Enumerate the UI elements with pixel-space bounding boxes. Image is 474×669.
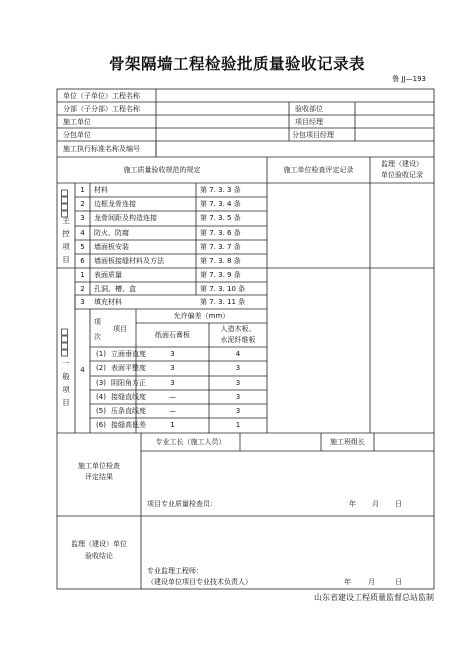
general-item-name: 表面质量 xyxy=(94,271,122,279)
tolerance-col-b-header-line1: 人造木板、 xyxy=(220,325,256,333)
inspector-label: 项目专业质量检查员： xyxy=(147,500,217,508)
main-control-label-2: 控 xyxy=(62,229,70,238)
subcontract-unit-label: 分包单位 xyxy=(63,131,91,139)
general-item-name: 孔洞、槽、盒 xyxy=(94,285,136,293)
deviation-row-name: 立面垂直度 xyxy=(111,350,146,358)
supervision-header-line1: 监理（建设） xyxy=(381,160,423,168)
construction-eval-header: 施工单位检查评定记录 xyxy=(283,166,354,174)
supervision-check-label-line1: 监理（建设）单位 xyxy=(71,540,127,548)
general-item-clause: 第 7. 3. 11 条 xyxy=(200,298,246,306)
main-item-clause: 第 7. 3. 6 条 xyxy=(200,229,241,237)
deviation-row-name: 压条直线度 xyxy=(111,407,146,415)
deviation-item-header: 项目 xyxy=(113,325,127,333)
foreman-label: 专业工长（施工人员） xyxy=(155,438,226,446)
general-item-clause: 第 7. 3. 9 条 xyxy=(200,271,241,279)
deviation-row-name: 阴阳角方正 xyxy=(111,379,146,387)
main-item-no: 1 xyxy=(80,186,85,194)
spec-column-header: 施工质量验收规范的规定 xyxy=(123,166,201,174)
construction-check-label-line2: 评定结果 xyxy=(85,473,113,481)
supervision-header-line2: 单位验收记录 xyxy=(381,171,423,179)
deviation-row-no: (6) xyxy=(96,421,106,429)
tolerance-header: 允许偏差（mm） xyxy=(173,312,230,320)
main-item-clause: 第 7. 3. 8 条 xyxy=(200,257,241,265)
deviation-row-b: 3 xyxy=(235,393,241,401)
main-control-label-1: 主 xyxy=(62,216,70,225)
general-item-name: 填充材料 xyxy=(94,298,122,306)
standard-label: 施工执行标准名称及编号 xyxy=(63,145,140,153)
main-item-clause: 第 7. 3. 4 条 xyxy=(200,200,241,208)
tolerance-col-b-header-line2: 水泥纤维板 xyxy=(220,336,256,344)
issuer-footer: 山东省建设工程质量监督总站监制 xyxy=(314,593,434,602)
construction-year: 年 xyxy=(349,500,356,508)
unit-project-label: 单位（子单位）工程名称 xyxy=(63,92,140,100)
main-item-no: 2 xyxy=(80,200,85,208)
general-item4-no: 4 xyxy=(80,366,85,374)
supervision-month: 月 xyxy=(368,578,375,586)
main-item-name: 边框龙骨连接 xyxy=(94,200,136,208)
main-item-no: 4 xyxy=(80,229,85,237)
main-item-clause: 第 7. 3. 3 条 xyxy=(200,186,241,194)
deviation-row-a: 3 xyxy=(170,379,175,387)
main-item-name: 材料 xyxy=(94,186,108,194)
general-label-4: 目 xyxy=(62,398,70,407)
construction-check-label-line1: 施工单位检查 xyxy=(78,462,120,470)
supervision-engineer-note: （建设单位项目专业技术负责人） xyxy=(147,578,252,586)
main-item-name: 墙面板安装 xyxy=(94,243,129,251)
general-item-no: 1 xyxy=(80,271,85,279)
supervision-check-label-line2: 验收结论 xyxy=(85,552,113,560)
general-item-clause: 第 7. 3. 10 条 xyxy=(200,285,246,293)
construction-unit-label: 施工单位 xyxy=(63,118,91,126)
form-title: 骨架隔墙工程检验批质量验收记录表 xyxy=(108,55,365,73)
deviation-row-b: 3 xyxy=(235,407,241,415)
deviation-row-a: — xyxy=(169,393,176,401)
tolerance-col-a-header: 纸面石膏板 xyxy=(155,331,190,339)
supervision-year: 年 xyxy=(344,578,351,586)
main-item-name: 墙面板接缝材料及方法 xyxy=(94,257,164,265)
main-control-label-4: 目 xyxy=(62,255,70,264)
main-item-clause: 第 7. 3. 7 条 xyxy=(200,243,241,251)
deviation-row-name: 接缝高低差 xyxy=(111,421,146,429)
deviation-row-no: (5) xyxy=(96,407,106,415)
general-item-no: 2 xyxy=(80,285,85,293)
deviation-row-b: 3 xyxy=(235,364,241,372)
deviation-row-a: 1 xyxy=(170,421,175,429)
deviation-row-b: 1 xyxy=(235,421,241,429)
deviation-row-no: (3) xyxy=(96,379,106,387)
main-item-no: 6 xyxy=(80,257,85,265)
deviation-row-no: (4) xyxy=(96,393,106,401)
ci-header: 次 xyxy=(94,333,101,341)
main-item-name: 龙骨间距及构造连接 xyxy=(94,214,157,222)
team-leader-label: 施工班组长 xyxy=(330,438,365,446)
subcontract-manager-label: 分包项目经理 xyxy=(292,131,334,139)
deviation-row-name: 表面平整度 xyxy=(111,364,146,372)
deviation-row-no: (1) xyxy=(96,350,106,358)
deviation-row-name: 接缝直线度 xyxy=(111,393,146,401)
xiang-header: 项 xyxy=(94,318,101,326)
general-item-no: 3 xyxy=(80,298,85,306)
subunit-project-label: 分部（子分部）工程名称 xyxy=(63,105,140,113)
construction-month: 月 xyxy=(372,500,379,508)
main-item-no: 3 xyxy=(80,214,85,222)
deviation-row-b: 3 xyxy=(235,379,241,387)
project-manager-label: 项目经理 xyxy=(295,118,323,126)
construction-day: 日 xyxy=(395,500,402,508)
acceptance-part-label: 验收部位 xyxy=(295,105,323,113)
deviation-row-a: 3 xyxy=(170,364,175,372)
general-label-3: 项 xyxy=(62,385,70,394)
main-control-label-3: 项 xyxy=(62,242,70,251)
deviation-row-a: 3 xyxy=(170,350,175,358)
main-item-no: 5 xyxy=(80,243,85,251)
supervision-day: 日 xyxy=(395,578,402,586)
supervision-engineer-label: 专业监理工程师： xyxy=(147,567,203,575)
deviation-row-b: 4 xyxy=(235,350,241,358)
deviation-row-no: (2) xyxy=(96,364,106,372)
general-label-1: 一 xyxy=(62,359,70,368)
main-item-clause: 第 7. 3. 5 条 xyxy=(200,214,241,222)
form-code: 鲁 JJ—193 xyxy=(392,75,426,83)
deviation-row-a: — xyxy=(169,407,176,415)
general-label-2: 般 xyxy=(62,372,70,381)
main-item-name: 防火、防腐 xyxy=(94,229,129,237)
